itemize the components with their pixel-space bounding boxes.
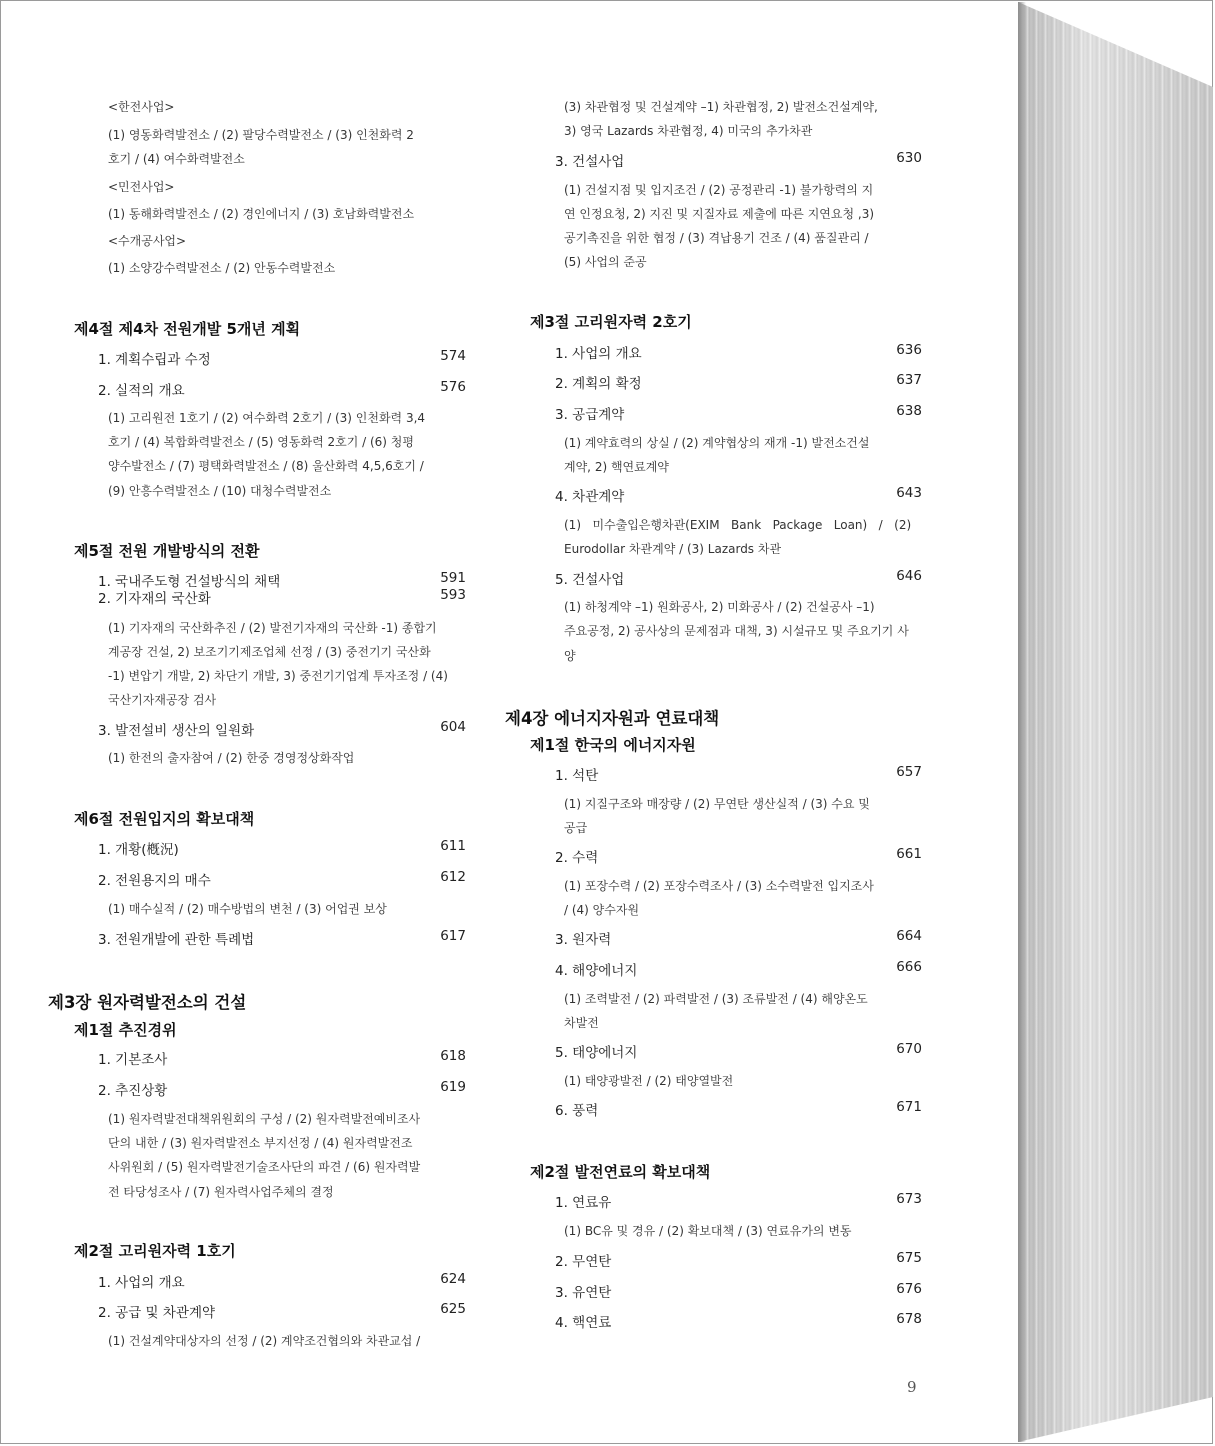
toc-item-label: 2. 추진상황 — [98, 1083, 168, 1099]
toc-item-page: 611 — [440, 838, 466, 854]
toc-subline: 주요공정, 2) 공사상의 문제점과 대책, 3) 시설규모 및 주요기기 사 — [564, 624, 909, 638]
toc-item-page: 576 — [440, 379, 466, 395]
toc-item-page: 673 — [896, 1191, 922, 1207]
toc-item-page: 637 — [896, 372, 922, 388]
toc-item-label: 2. 계획의 확정 — [555, 376, 642, 392]
toc-item-page: 676 — [896, 1281, 922, 1297]
toc-subline: (1) 태양광발전 / (2) 태양열발전 — [564, 1074, 734, 1088]
toc-item-page: 678 — [896, 1311, 922, 1327]
page-edge-shadow — [1018, 2, 1026, 1442]
toc-subline: (1) 지질구조와 매장량 / (2) 무연탄 생산실적 / (3) 수요 및 — [564, 797, 870, 811]
toc-item-page: 675 — [896, 1250, 922, 1266]
section-heading: 제6절 전원입지의 확보대책 — [74, 810, 255, 828]
toc-item-label: 3. 원자력 — [555, 932, 612, 948]
toc-item-label: 3. 전원개발에 관한 특례법 — [98, 932, 255, 948]
toc-subline: 양수발전소 / (7) 평택화력발전소 / (8) 울산화력 4,5,6호기 / — [108, 459, 424, 473]
toc-item-page: 670 — [896, 1041, 922, 1057]
toc-item-page: 618 — [440, 1048, 466, 1064]
toc-subline: (3) 차관협정 및 건설계약 –1) 차관협정, 2) 발전소건설계약, — [564, 100, 878, 114]
toc-item-label: 1. 사업의 개요 — [98, 1275, 185, 1291]
toc-item-page: 664 — [896, 928, 922, 944]
toc-item-page: 643 — [896, 485, 922, 501]
section-heading: 제5절 전원 개발방식의 전환 — [74, 542, 260, 560]
toc-subline: (1) 매수실적 / (2) 매수방법의 변천 / (3) 어업권 보상 — [108, 902, 387, 916]
toc-subline: 국산기자재공장 검사 — [108, 693, 217, 707]
toc-subline: (1) 한전의 출자참여 / (2) 한중 경영정상화작업 — [108, 751, 355, 765]
toc-item-page: 574 — [440, 348, 466, 364]
section-heading: 제2절 고리원자력 1호기 — [74, 1242, 236, 1260]
toc-item-page: 591 — [440, 570, 466, 586]
toc-item-label: 2. 전원용지의 매수 — [98, 873, 211, 889]
toc-item-page: 671 — [896, 1099, 922, 1115]
book-page — [2, 2, 1019, 1442]
chapter-heading: 제3장 원자력발전소의 건설 — [48, 993, 247, 1012]
toc-item-page: 657 — [896, 764, 922, 780]
toc-item-label: 2. 기자재의 국산화 — [98, 591, 211, 607]
toc-item-label: 2. 수력 — [555, 850, 599, 866]
toc-subline: <한전사업> — [108, 100, 175, 114]
toc-item-page: 617 — [440, 928, 466, 944]
toc-item-label: 2. 공급 및 차관계약 — [98, 1305, 216, 1321]
toc-item-label: 2. 실적의 개요 — [98, 383, 185, 399]
toc-item-page: 636 — [896, 342, 922, 358]
toc-subline: (1) 포장수력 / (2) 포장수력조사 / (3) 소수력발전 입지조사 — [564, 879, 874, 893]
toc-item-label: 4. 해양에너지 — [555, 963, 638, 979]
toc-subline: (1) 계약효력의 상실 / (2) 계약협상의 재개 -1) 발전소건설 — [564, 436, 870, 450]
toc-item-page: 624 — [440, 1271, 466, 1287]
toc-item-label: 2. 무연탄 — [555, 1254, 612, 1270]
toc-item-page: 625 — [440, 1301, 466, 1317]
section-heading: 제1절 한국의 에너지자원 — [530, 736, 696, 754]
toc-subline: (1) 미수출입은행차관(EXIM Bank Package Loan) / (2) — [564, 518, 912, 532]
toc-subline: (9) 안흥수력발전소 / (10) 대청수력발전소 — [108, 484, 332, 498]
toc-item-page: 646 — [896, 568, 922, 584]
toc-subline: 3) 영국 Lazards 차관협정, 4) 미국의 추가차관 — [564, 124, 813, 138]
toc-item-label: 3. 건설사업 — [555, 154, 625, 170]
toc-subline: (1) 조력발전 / (2) 파력발전 / (3) 조류발전 / (4) 해양온도 — [564, 992, 868, 1006]
toc-item-label: 4. 핵연료 — [555, 1315, 612, 1331]
toc-item-label: 3. 발전설비 생산의 일원화 — [98, 723, 255, 739]
toc-item-label: 1. 석탄 — [555, 768, 599, 784]
toc-subline: 차발전 — [564, 1016, 599, 1030]
toc-subline: -1) 변압기 개발, 2) 차단기 개발, 3) 중전기기업계 투자조정 / (4) — [108, 669, 448, 683]
toc-item-page: 604 — [440, 719, 466, 735]
toc-subline: 연 인정요청, 2) 지진 및 지질자료 제출에 따른 지연요청 ,3) — [564, 207, 875, 221]
section-heading: 제1절 추진경위 — [74, 1021, 177, 1039]
toc-subline: (1) 기자재의 국산화추진 / (2) 발전기자재의 국산화 -1) 종합기 — [108, 621, 437, 635]
toc-item-label: 6. 풍력 — [555, 1103, 599, 1119]
toc-subline: 양 — [564, 649, 576, 663]
toc-item-page: 593 — [440, 587, 466, 603]
toc-subline: 단의 내한 / (3) 원자력발전소 부지선정 / (4) 원자력발전조 — [108, 1136, 413, 1150]
toc-item-page: 612 — [440, 869, 466, 885]
toc-subline: 계공장 건설, 2) 보조기기제조업체 선정 / (3) 중전기기 국산화 — [108, 645, 431, 659]
toc-subline: (1) 원자력발전대책위원회의 구성 / (2) 원자력발전예비조사 — [108, 1112, 421, 1126]
toc-subline: (1) 건설지점 및 입지조건 / (2) 공정관리 -1) 불가항력의 지 — [564, 183, 874, 197]
toc-subline: 호기 / (4) 여수화력발전소 — [108, 152, 245, 166]
toc-item-label: 3. 공급계약 — [555, 407, 625, 423]
toc-subline: (5) 사업의 준공 — [564, 255, 647, 269]
page-number: 9 — [907, 1378, 917, 1396]
toc-item-page: 661 — [896, 846, 922, 862]
toc-item-label: 1. 기본조사 — [98, 1052, 168, 1068]
section-heading: 제3절 고리원자력 2호기 — [530, 313, 692, 331]
toc-subline: (1) 하청계약 –1) 원화공사, 2) 미화공사 / (2) 건설공사 –1) — [564, 600, 875, 614]
toc-item-page: 630 — [896, 150, 922, 166]
book-page-edges — [1018, 2, 1213, 1442]
toc-subline: 호기 / (4) 복합화력발전소 / (5) 영동화력 2호기 / (6) 청평 — [108, 435, 414, 449]
toc-item-label: 5. 태양에너지 — [555, 1045, 638, 1061]
toc-subline: (1) 영동화력발전소 / (2) 팔당수력발전소 / (3) 인천화력 2 — [108, 128, 414, 142]
toc-subline: 전 타당성조사 / (7) 원자력사업주체의 결정 — [108, 1185, 334, 1199]
toc-subline: <민전사업> — [108, 180, 175, 194]
toc-item-page: 638 — [896, 403, 922, 419]
toc-subline: 계약, 2) 핵연료계약 — [564, 460, 669, 474]
toc-item-label: 4. 차관계약 — [555, 489, 625, 505]
toc-item-label: 3. 유연탄 — [555, 1285, 612, 1301]
toc-subline: (1) 소양강수력발전소 / (2) 안동수력발전소 — [108, 261, 336, 275]
toc-item-page: 619 — [440, 1079, 466, 1095]
section-heading: 제4절 제4차 전원개발 5개년 계획 — [74, 320, 301, 338]
toc-item-label: 1. 계획수립과 수정 — [98, 352, 211, 368]
toc-item-label: 5. 건설사업 — [555, 572, 625, 588]
toc-subline: (1) BC유 및 경유 / (2) 확보대책 / (3) 연료유가의 변동 — [564, 1224, 852, 1238]
toc-subline: <수개공사업> — [108, 234, 187, 248]
toc-item-label: 1. 사업의 개요 — [555, 346, 642, 362]
toc-item-page: 666 — [896, 959, 922, 975]
toc-subline: Eurodollar 차관계약 / (3) Lazards 차관 — [564, 542, 782, 556]
toc-subline: / (4) 양수자원 — [564, 903, 640, 917]
toc-item-label: 1. 개황(槪況) — [98, 842, 179, 858]
toc-subline: (1) 동해화력발전소 / (2) 경인에너지 / (3) 호남화력발전소 — [108, 207, 415, 221]
toc-item-label: 1. 국내주도형 건설방식의 채택 — [98, 574, 281, 590]
chapter-heading: 제4장 에너지자원과 연료대책 — [505, 709, 720, 728]
toc-subline: 공급 — [564, 821, 588, 835]
toc-subline: (1) 고리원전 1호기 / (2) 여수화력 2호기 / (3) 인천화력 3,4 — [108, 411, 426, 425]
section-heading: 제2절 발전연료의 확보대책 — [530, 1163, 711, 1181]
toc-subline: (1) 건설계약대상자의 선정 / (2) 계약조건협의와 차관교섭 / — [108, 1334, 421, 1348]
toc-item-label: 1. 연료유 — [555, 1195, 612, 1211]
toc-subline: 공기촉진을 위한 협정 / (3) 격납용기 건조 / (4) 품질관리 / — [564, 231, 869, 245]
toc-subline: 사위원회 / (5) 원자력발전기술조사단의 파견 / (6) 원자력발 — [108, 1160, 421, 1174]
